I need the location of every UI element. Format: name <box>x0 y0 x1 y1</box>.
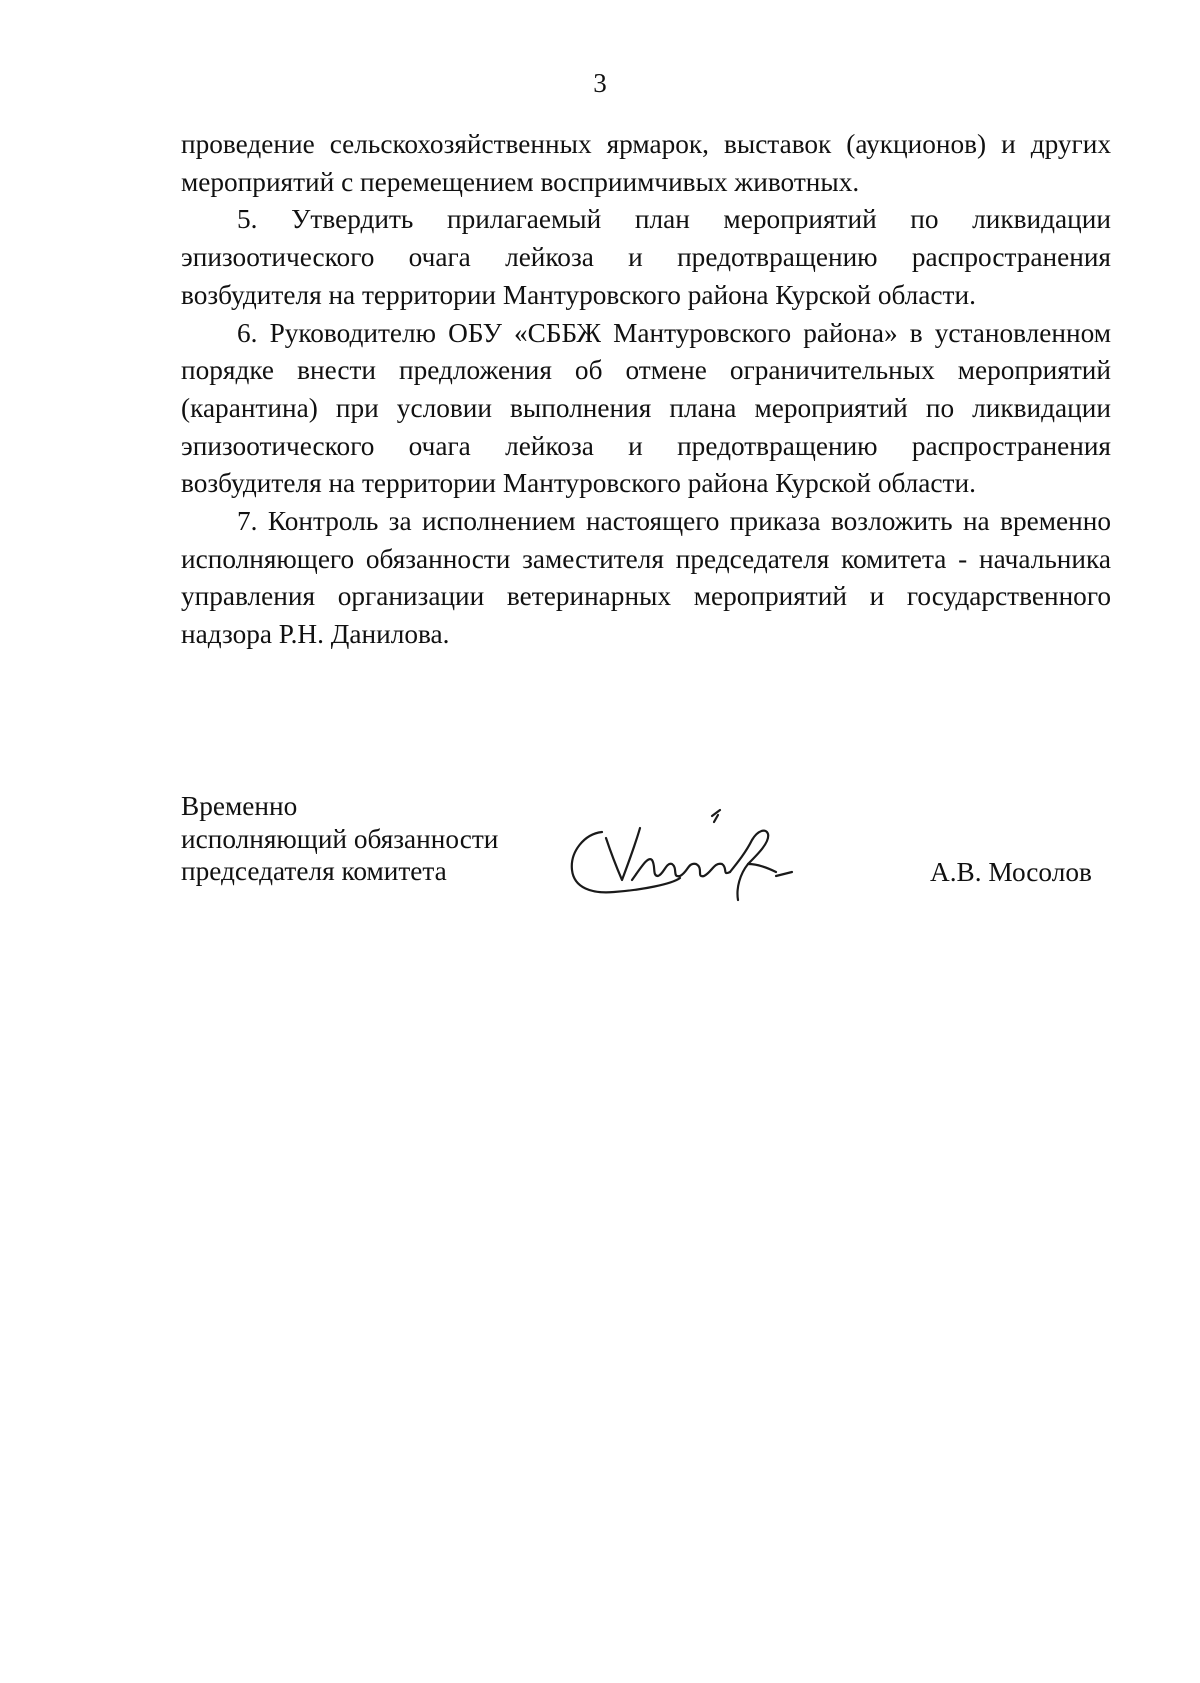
position-line: Временно <box>181 791 298 821</box>
position-line: исполняющий обязанности <box>181 823 499 854</box>
signatory-position <box>181 790 498 888</box>
document-body <box>181 126 1111 654</box>
handwritten-signature <box>562 802 822 912</box>
paragraph-item-5: 5. Утвердить прилагаемый план мероприятий по ликвидации эпизоотического очага лейкоза и предотвращению распространения возбудителя на территории Мантуровского района Курской области. <box>181 204 1111 310</box>
page-number: 3 <box>593 68 607 98</box>
position-line: председателя комитета <box>181 856 447 886</box>
paragraph-item-6: 6. Руководителю ОБУ «СББЖ Мантуровского района» в установленном порядке внести предложения об отмене ограничительных мероприятий (карантина) при условии выполнения плана мероприятий по ликвидации эпизоотического очага лейкоза и предотвращению распространения возбудителя на территории Мантуровского района Курской области. <box>181 317 1111 499</box>
paragraph-continuation: проведение сельскохозяйственных ярмарок, выставок (аукционов) и других мероприятий с перемещением восприимчивых животных. <box>181 129 1111 197</box>
paragraph-item-7: 7. Контроль за исполнением настоящего приказа возложить на временно исполняющего обязанности заместителя председателя комитета - начальника управления организации ветеринарных мероприятий и государственного надзора Р.Н. Данилова. <box>181 506 1111 650</box>
signatory-name: А.В. Мосолов <box>930 857 1092 887</box>
